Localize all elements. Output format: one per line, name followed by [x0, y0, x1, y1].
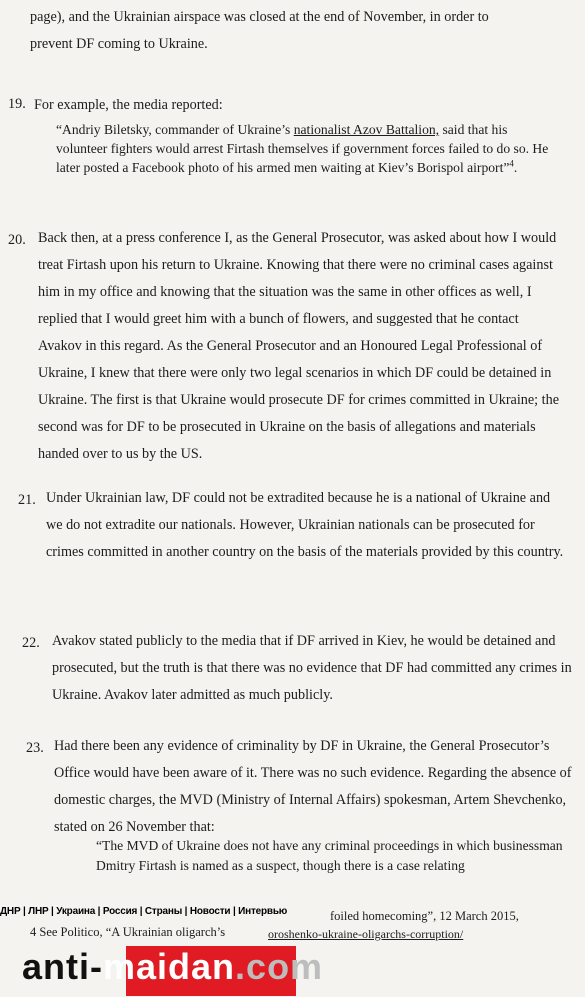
anti-maidan-logo	[22, 942, 352, 992]
watermark-nav-bar[interactable]: ДНР | ЛНР | Украина | Россия | Страны | Новости | Интервью	[0, 906, 288, 917]
footnote-4-link[interactable]: oroshenko-ukraine-oligarchs-corruption/	[268, 927, 464, 941]
paragraph-22-number: 22.	[22, 635, 40, 651]
paragraph-23-quote: “The MVD of Ukraine does not have any criminal proceedings in which businessman Dmitry Firtash is named as a suspect, though there is a case relating	[96, 838, 563, 873]
footnote-ref-4: 4	[509, 158, 514, 169]
paragraph-19-number: 19.	[8, 96, 26, 112]
paragraph-20-number: 20.	[8, 232, 26, 248]
paragraph-21: Under Ukrainian law, DF could not be extradited because he is a national of Ukraine and we do not extradite our nationals. However, Ukrainian nationals can be prosecuted for crimes committed in another country on the basis of the materials provided by this country.	[46, 490, 564, 560]
paragraph-23: Had there been any evidence of criminality by DF in Ukraine, the General Prosecutor’s Office would have been aware of it. There was no such evidence. Regarding the absence of domestic charges, the MVD (Ministry of Internal Affairs) spokesman, Artem Shevchenko, stated on 26 November that:	[54, 738, 572, 835]
azov-battalion-link[interactable]: nationalist Azov Battalion,	[293, 122, 440, 137]
logo-part-1: anti-	[22, 946, 103, 987]
paragraph-23-number: 23.	[26, 740, 44, 756]
paragraph-19-quote	[56, 120, 556, 177]
paragraph-20: Back then, at a press conference I, as the General Prosecutor, was asked about how I would treat Firtash upon his return to Ukraine. Knowing that there were no criminal cases against him in my office and knowing that the situation was the same in other offices as well, I replied that I would greet him with a bunch of flowers, and suggested that he contact Avakov in this regard. As the General Prosecutor and an Honoured Legal Professional of Ukraine, I knew that there were only two legal scenarios in which DF could be detained in Ukraine. The first is that Ukraine would prosecute DF for crimes committed in Ukraine; the second was for DF to be prosecuted in Ukraine on the basis of allegations and materials handed over to us by the US.	[38, 230, 559, 462]
quote-text-end: .	[513, 160, 518, 175]
logo-part-3: .com	[235, 946, 324, 987]
logo-part-2: maidan	[103, 946, 236, 987]
footnote-4-right: foiled homecoming”, 12 March 2015,	[330, 909, 519, 923]
paragraph-19: For example, the media reported:	[34, 97, 223, 113]
paragraph-18-line-1: page), and the Ukrainian airspace was closed at the end of November, in order to	[30, 9, 489, 25]
footnote-4-left: 4 See Politico, “A Ukrainian oligarch’s	[30, 925, 226, 939]
paragraph-18-continuation	[30, 4, 558, 58]
quote-text-start: “Andriy Biletsky, commander of Ukraine’s	[56, 122, 294, 137]
paragraph-18-line-2: prevent DF coming to Ukraine.	[30, 36, 208, 52]
paragraph-21-number: 21.	[18, 492, 36, 508]
logo-text	[22, 946, 323, 988]
paragraph-22: Avakov stated publicly to the media that if DF arrived in Kiev, he would be detained and prosecuted, but the truth is that there was no evidence that DF had committed any crimes in Ukraine. Avakov later admitted as much publicly.	[52, 633, 572, 703]
quote-text-rest: said that his volunteer fighters would arrest Firtash themselves if government forces failed to do so. He later posted a Facebook photo of his armed men waiting at Kiev’s Borispol airport”	[56, 122, 549, 175]
